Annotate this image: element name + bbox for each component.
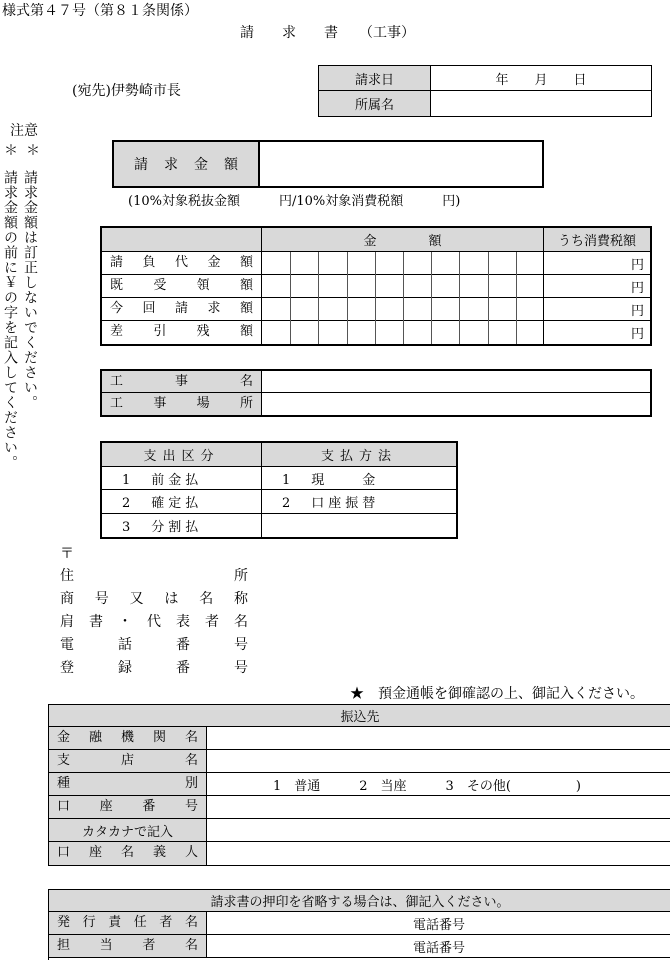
amount-digit-field[interactable] xyxy=(262,275,544,298)
bank-row-field[interactable] xyxy=(207,750,670,773)
dept-label: 所属名 xyxy=(319,91,431,116)
work-table xyxy=(100,369,652,417)
digit-divider xyxy=(290,252,291,275)
bank-row-field[interactable] xyxy=(207,819,670,842)
digit-divider xyxy=(375,298,376,321)
note-1-mark: ＊ xyxy=(24,143,40,158)
form-number: 様式第４７号（第８１条関係） xyxy=(2,3,198,19)
work-row-field[interactable] xyxy=(262,371,650,393)
tax-field[interactable]: 円 xyxy=(544,298,650,321)
digit-divider xyxy=(347,298,348,321)
amount-row-label: 今回請求額 xyxy=(102,298,262,321)
payment-category-option[interactable]: 1 前金払 xyxy=(102,467,262,490)
digit-divider xyxy=(375,275,376,298)
digit-divider xyxy=(290,298,291,321)
bank-row-field[interactable] xyxy=(207,727,670,750)
tax-breakdown-note: (10%対象税抜金額 円/10%対象消費税額 円) xyxy=(128,194,461,209)
payment-category-option[interactable]: 2 確定払 xyxy=(102,490,262,513)
digit-divider xyxy=(431,321,432,344)
amount-box xyxy=(112,140,544,188)
payment-method-option[interactable]: 1 現 金 xyxy=(262,467,456,490)
bank-table-title: 振込先 xyxy=(49,705,670,727)
addressee: (宛先)伊勢崎市長 xyxy=(72,83,181,99)
amount-header: 金 額 xyxy=(262,228,544,252)
digit-divider xyxy=(488,252,489,275)
note-2-mark: ＊ xyxy=(2,143,18,158)
method-header: 支払方法 xyxy=(262,443,456,467)
tax-field[interactable]: 円 xyxy=(544,252,650,275)
work-row-field[interactable] xyxy=(262,393,650,415)
document-title: 請 求 書 （工事） xyxy=(240,25,415,41)
seal-table xyxy=(48,889,670,960)
digit-divider xyxy=(375,321,376,344)
date-label: 請求日 xyxy=(319,66,431,91)
amount-digit-field[interactable] xyxy=(262,321,544,344)
digit-divider xyxy=(431,298,432,321)
bank-row-label: カタカナで記入 xyxy=(49,819,207,842)
digit-divider xyxy=(403,321,404,344)
bank-row-field[interactable] xyxy=(207,842,670,865)
seal-row-phone[interactable]: 電話番号 xyxy=(207,912,670,935)
digit-divider xyxy=(318,252,319,275)
amount-digit-field[interactable] xyxy=(262,252,544,275)
amount-table-corner xyxy=(102,228,262,252)
digit-divider xyxy=(375,252,376,275)
amount-row-label: 請負代金額 xyxy=(102,252,262,275)
bank-row-field[interactable]: 1 普通 2 当座 3 その他( ) xyxy=(207,773,670,796)
amount-row-label: 差引残額 xyxy=(102,321,262,344)
digit-divider xyxy=(516,252,517,275)
vendor-label: 電話番号 xyxy=(60,637,248,653)
digit-divider xyxy=(516,321,517,344)
amount-table xyxy=(100,226,652,346)
bank-table xyxy=(48,704,670,866)
vendor-label: 肩書・代表者名 xyxy=(60,614,248,630)
digit-divider xyxy=(403,252,404,275)
bank-row-label: 種別 xyxy=(49,773,207,796)
seal-row-phone[interactable]: 電話番号 xyxy=(207,935,670,958)
payment-category-option[interactable]: 3 分割払 xyxy=(102,514,262,537)
date-field[interactable]: 年 月 日 xyxy=(431,66,651,91)
digit-divider xyxy=(290,275,291,298)
digit-divider xyxy=(431,275,432,298)
digit-divider xyxy=(459,298,460,321)
postal-mark: 〒 xyxy=(60,546,74,562)
bank-row-label: 金融機関名 xyxy=(49,727,207,750)
amount-digit-field[interactable] xyxy=(262,298,544,321)
payment-method-option[interactable] xyxy=(262,514,456,537)
payment-table xyxy=(100,441,458,539)
tax-field[interactable]: 円 xyxy=(544,275,650,298)
digit-divider xyxy=(347,321,348,344)
amount-label-cell xyxy=(114,142,260,186)
amount-row-label: 既受領額 xyxy=(102,275,262,298)
bank-note: ★ 預金通帳を御確認の上、御記入ください。 xyxy=(350,686,644,702)
bank-row-label: 口座名義人 xyxy=(49,842,207,865)
digit-divider xyxy=(290,321,291,344)
digit-divider xyxy=(459,321,460,344)
work-row-label: 工事場所 xyxy=(102,393,262,415)
tax-header: うち消費税額 xyxy=(544,228,650,252)
tax-field[interactable]: 円 xyxy=(630,327,644,342)
digit-divider xyxy=(318,321,319,344)
digit-divider xyxy=(318,275,319,298)
digit-divider xyxy=(488,298,489,321)
digit-divider xyxy=(516,298,517,321)
vendor-label: 住所 xyxy=(60,568,248,584)
amount-field[interactable] xyxy=(262,142,542,186)
digit-divider xyxy=(318,298,319,321)
digit-divider xyxy=(459,252,460,275)
note-1-text: 請求金額は訂正しないでください。 xyxy=(22,170,38,410)
meta-table xyxy=(318,65,652,117)
work-row-label: 工事名 xyxy=(102,371,262,393)
amount-label: 請求金額 xyxy=(134,157,238,173)
payment-method-option[interactable]: 2 口座振替 xyxy=(262,490,456,513)
category-header: 支出区分 xyxy=(102,443,262,467)
digit-divider xyxy=(459,275,460,298)
bank-row-field[interactable] xyxy=(207,796,670,819)
digit-divider xyxy=(488,321,489,344)
digit-divider xyxy=(431,252,432,275)
vendor-label: 登録番号 xyxy=(60,660,248,676)
digit-divider xyxy=(488,275,489,298)
bank-row-label: 支店名 xyxy=(49,750,207,773)
digit-divider xyxy=(347,275,348,298)
note-2-text: 請求金額の前に￥の字を記入してください。 xyxy=(2,170,18,470)
bank-row-label: 口座番号 xyxy=(49,796,207,819)
digit-divider xyxy=(347,252,348,275)
seal-table-title: 請求書の押印を省略する場合は、御記入ください。 xyxy=(49,890,670,912)
seal-row-label: 担当者名 xyxy=(49,935,207,958)
digit-divider xyxy=(403,275,404,298)
seal-row-label: 発行責任者名 xyxy=(49,912,207,935)
digit-divider xyxy=(403,298,404,321)
dept-field[interactable] xyxy=(431,91,651,116)
notes-heading: 注意 xyxy=(10,123,38,139)
digit-divider xyxy=(516,275,517,298)
vendor-label: 商号又は名称 xyxy=(60,591,248,607)
